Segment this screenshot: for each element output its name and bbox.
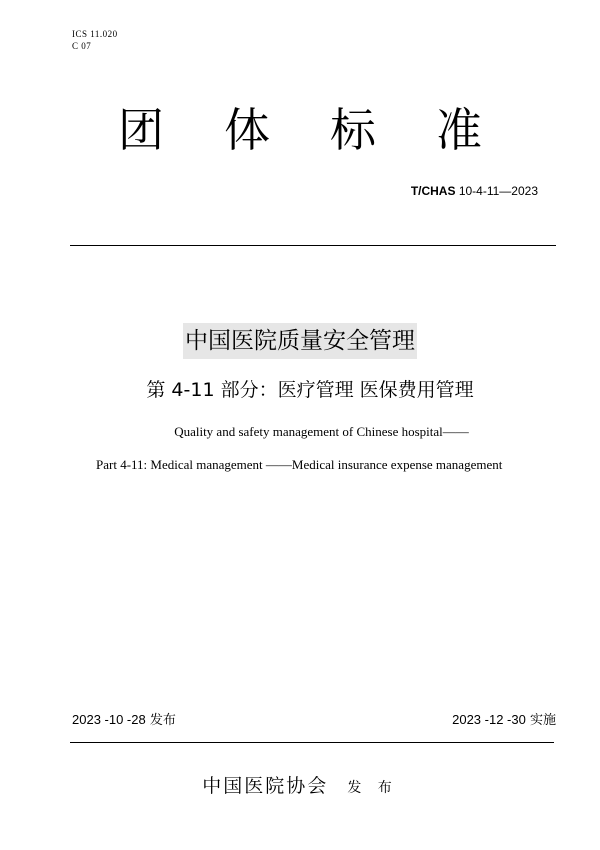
publisher-action: 发 布 <box>347 780 398 796</box>
english-title: Quality and safety management of Chinese hospital—— <box>174 424 469 439</box>
implementation-date <box>452 709 556 728</box>
issue-date-label: 发布 <box>149 713 176 728</box>
chinese-title-text: 中国医院质量安全管理 <box>183 323 417 359</box>
top-divider <box>70 245 556 246</box>
title-char-3: 标 <box>330 103 376 157</box>
chinese-subtitle: 第 4-11 部分：医疗管理 医保费用管理 <box>146 379 474 401</box>
title-char-4: 准 <box>436 103 482 157</box>
standard-number <box>411 184 538 198</box>
title-char-2: 体 <box>224 103 270 157</box>
english-subtitle: Part 4-11: Medical management ——Medical insurance expense management <box>96 457 503 472</box>
document-type-title <box>0 100 600 160</box>
ccs-code: C 07 <box>72 41 92 51</box>
implementation-date-value: 2023 -12 -30 <box>452 712 526 727</box>
title-char-1: 团 <box>118 103 164 157</box>
publisher-name: 中国医院协会 <box>202 775 329 797</box>
bottom-divider <box>70 742 554 743</box>
issue-date <box>72 709 176 728</box>
standard-number-prefix: T/CHAS <box>410 184 456 198</box>
implementation-date-label: 实施 <box>529 713 556 728</box>
issue-date-value: 2023 -10 -28 <box>72 712 146 727</box>
ics-code: ICS 11.020 <box>72 29 118 39</box>
chinese-title <box>0 323 600 359</box>
publisher <box>0 771 600 798</box>
standard-number-code: 10-4-11—2023 <box>458 184 538 198</box>
